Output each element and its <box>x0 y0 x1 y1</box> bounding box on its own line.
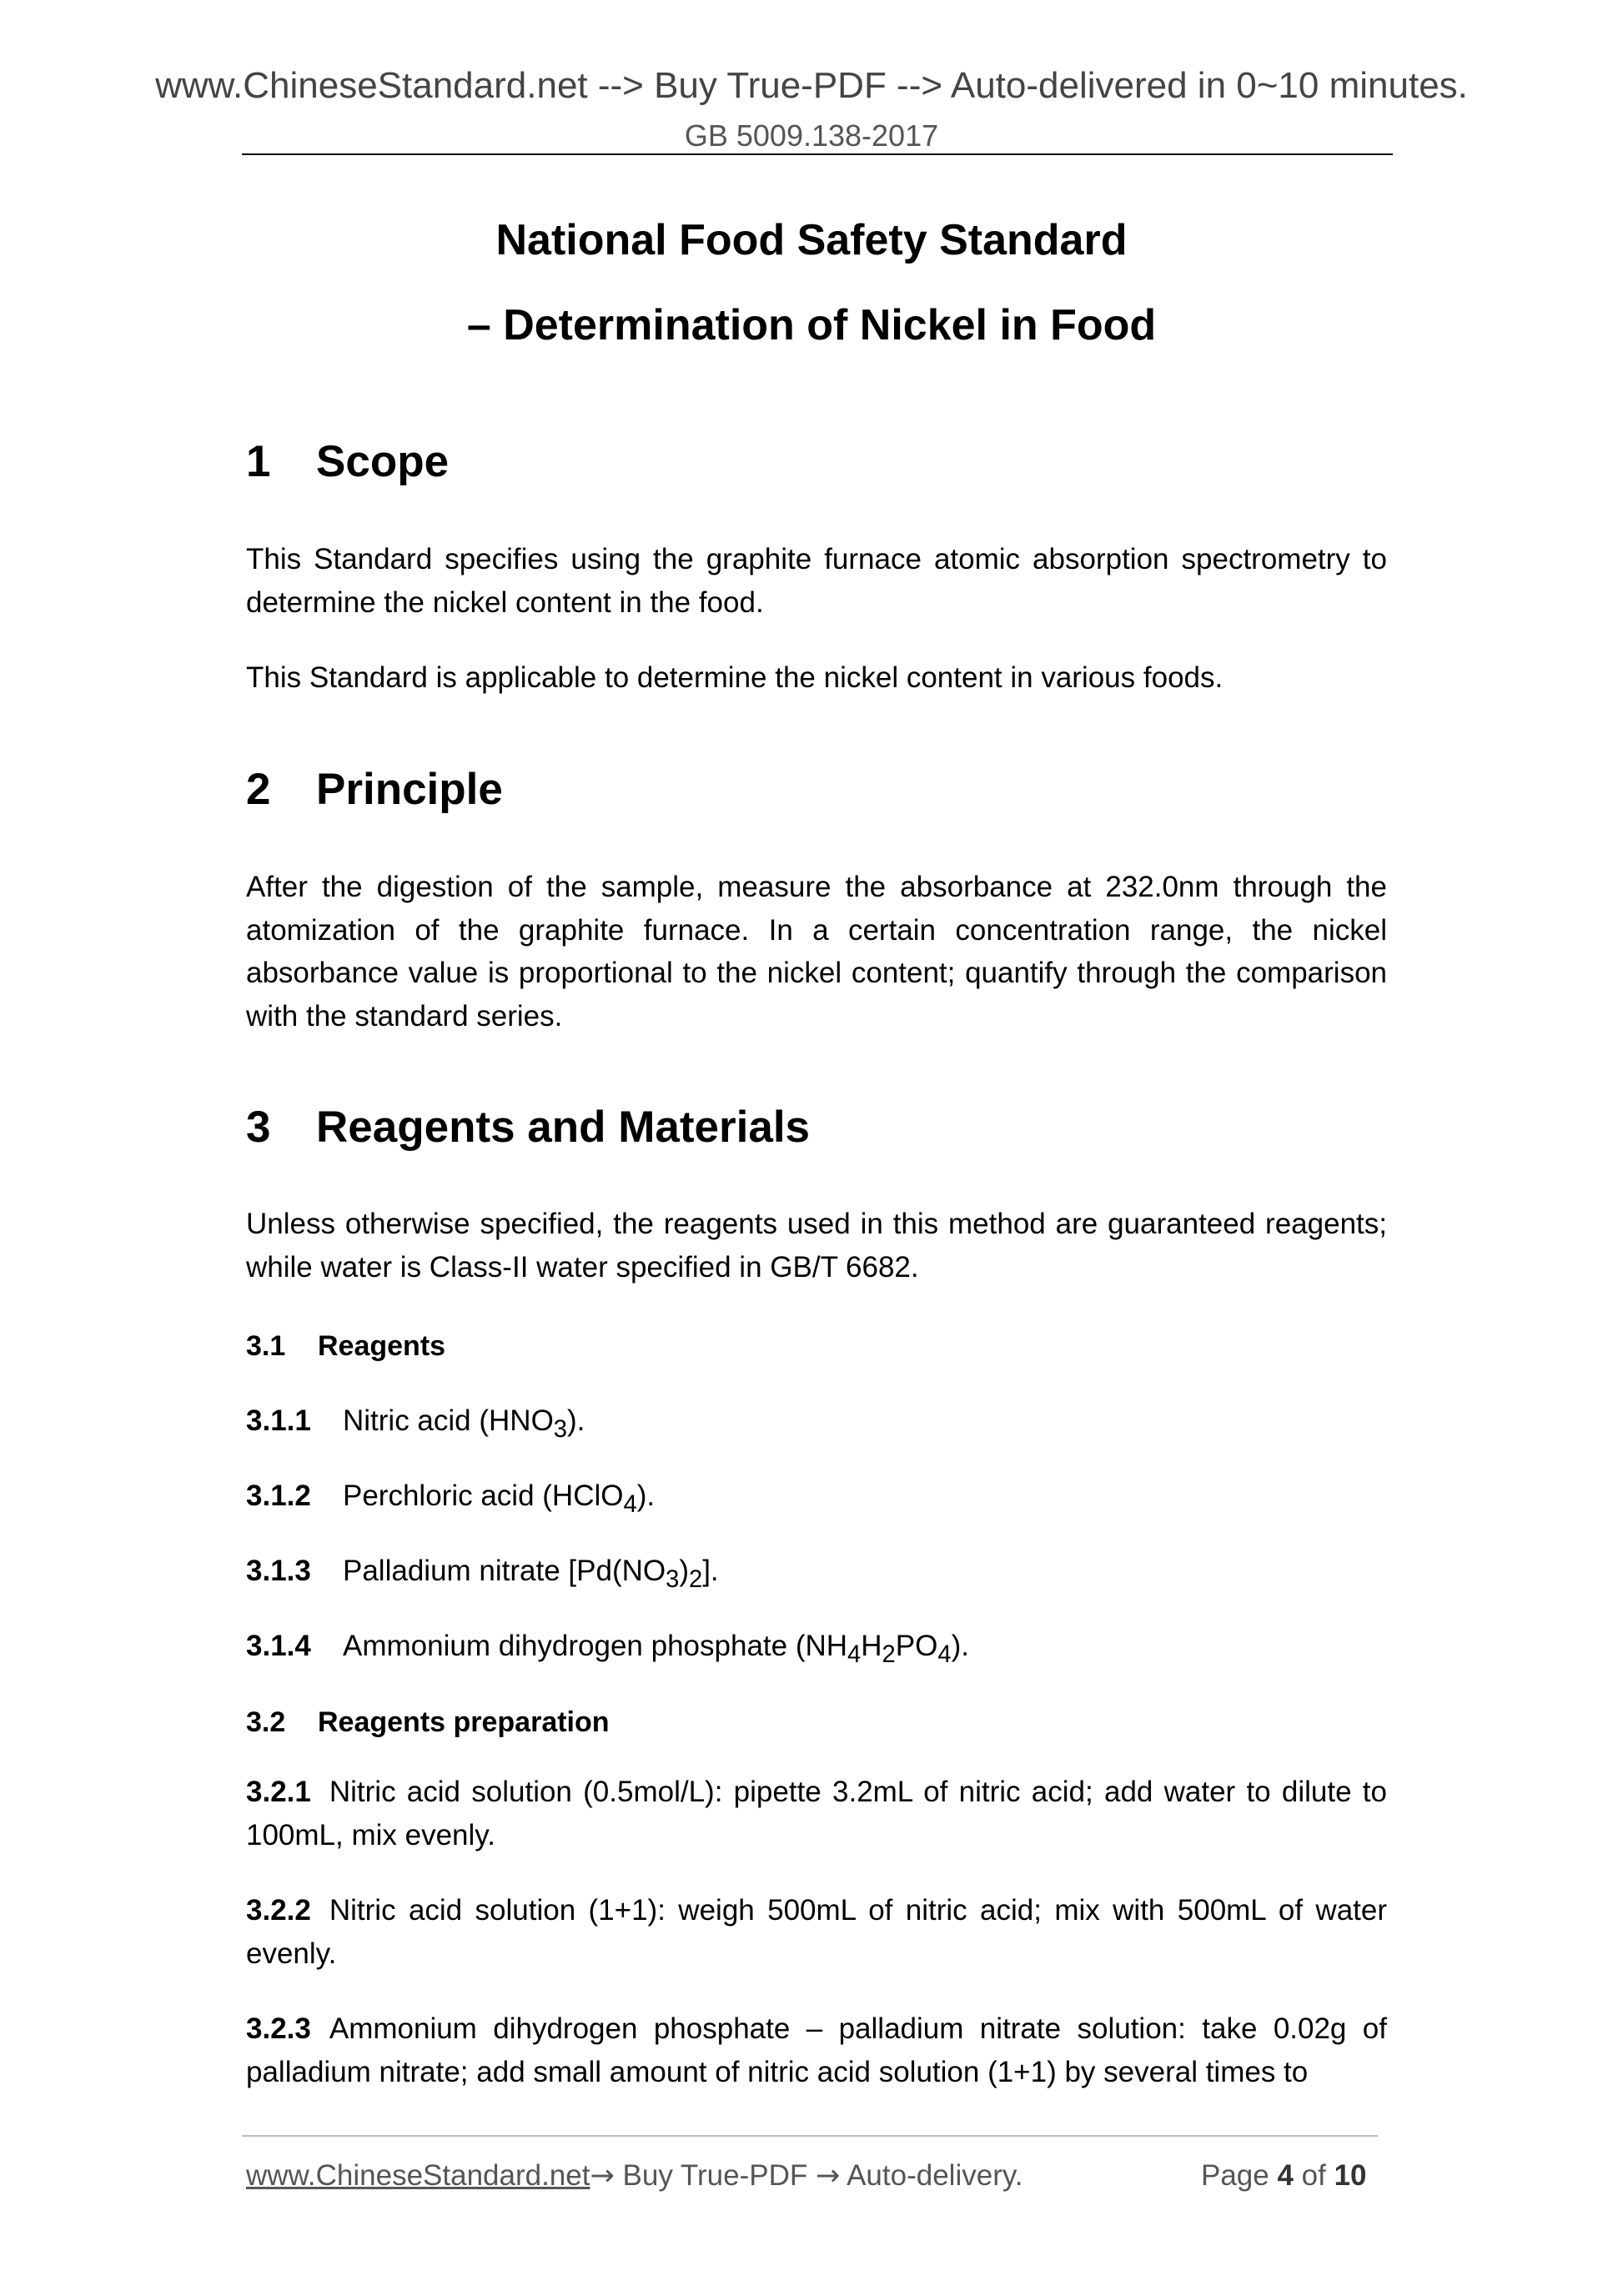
arrow-right-icon: → <box>590 2159 615 2193</box>
reagent-item: 3.1.1 Nitric acid $(HNO_3)$. <box>246 1404 585 1443</box>
item-number: 3.1.2 <box>246 1480 311 1512</box>
section-title: Reagents and Materials <box>316 1103 811 1152</box>
item-number: 3.2.1 <box>246 1776 311 1808</box>
current-page: 4 <box>1277 2159 1294 2192</box>
section-title: Principle <box>316 765 503 814</box>
section-2-heading <box>246 765 503 815</box>
prep-item: 3.2.1 Nitric acid solution (0.5mol/L): pipette 3.2mL of nitric acid; add water to dilute to 100mL, mix evenly. <box>246 1776 1387 1851</box>
item-number: 3.1.1 <box>246 1404 311 1437</box>
subsection-3-2-heading <box>246 1706 610 1739</box>
page-indicator: Page 4 of 10 <box>1201 2159 1367 2192</box>
principle-paragraph: After the digestion of the sample, measure the absorbance at 232.0nm through the atomization of the graphite furnace. In a certain concentration range, the nickel absorbance value is proportional to the nickel content; quantify through the comparison with the standard series. <box>246 871 1387 1032</box>
footer-divider <box>242 2135 1378 2137</box>
prep-item: 3.2.3 Ammonium dihydrogen phosphate – palladium nitrate solution: take 0.02g of palladium nitrate; add small amount of nitric acid solution (1+1) by several times to <box>246 2012 1387 2088</box>
item-number: 3.2.2 <box>246 1894 311 1927</box>
reagent-item: 3.1.2 Perchloric acid (HClO$_4$). <box>246 1480 656 1518</box>
section-title: Scope <box>316 437 450 486</box>
doc-title-line1: National Food Safety Standard <box>495 216 1128 264</box>
footer-site-link[interactable]: www.ChineseStandard.net <box>246 2159 590 2192</box>
scope-paragraph-2: This Standard is applicable to determine the nickel content in various foods. <box>246 661 1224 694</box>
prep-item: 3.2.2 Nitric acid solution (1+1): weigh 500mL of nitric acid; mix with 500mL of water evenly. <box>246 1894 1387 1970</box>
section-number: 3 <box>246 1103 271 1152</box>
subsection-number: 3.2 <box>246 1706 286 1738</box>
item-number: 3.2.3 <box>246 2012 311 2045</box>
doc-title-line2: – Determination of Nickel in Food <box>466 301 1157 349</box>
section-1-heading <box>246 437 449 487</box>
total-pages: 10 <box>1334 2159 1367 2192</box>
reagents-intro-paragraph: Unless otherwise specified, the reagents used in this method are guaranteed reagents; while water is Class-II water specified in GB/T 6682. <box>246 1208 1387 1284</box>
subsection-title: Reagents preparation <box>318 1706 610 1738</box>
item-number: 3.1.4 <box>246 1630 311 1662</box>
standard-number: GB 5009.138-2017 <box>684 118 939 153</box>
subsection-number: 3.1 <box>246 1330 286 1362</box>
subsection-title: Reagents <box>318 1330 446 1362</box>
reagent-item: 3.1.3 Palladium nitrate $[Pd(NO_3)_2]$. <box>246 1555 719 1593</box>
section-3-heading <box>246 1103 810 1153</box>
footer-promo: www.ChineseStandard.net→ Buy True-PDF → Auto-delivery. <box>246 2159 1023 2193</box>
section-number: 1 <box>246 437 271 486</box>
reagent-item: 3.1.4 Ammonium dihydrogen phosphate $(NH_4H_2PO_4)$. <box>246 1630 969 1668</box>
subsection-3-1-heading <box>246 1329 445 1363</box>
arrow-right-icon: → <box>815 2159 841 2193</box>
header-divider <box>242 153 1393 155</box>
scope-paragraph-1: This Standard specifies using the graphite furnace atomic absorption spectrometry to determine the nickel content in the food. <box>246 543 1387 619</box>
section-number: 2 <box>246 765 271 814</box>
item-number: 3.1.3 <box>246 1555 311 1587</box>
header-banner: www.ChineseStandard.net --> Buy True-PDF --> Auto-delivered in 0~10 minutes. <box>155 65 1468 106</box>
